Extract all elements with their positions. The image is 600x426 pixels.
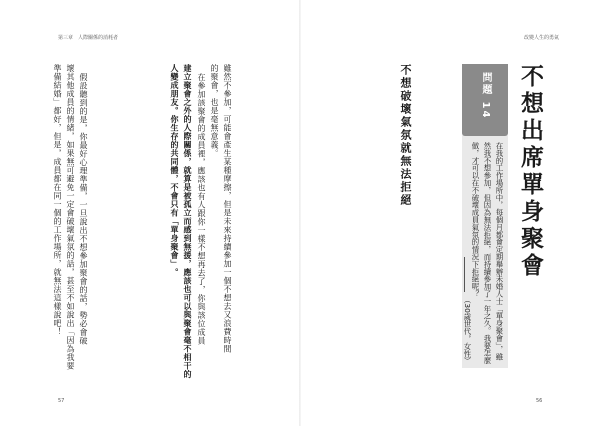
left-running-head: 第三章 人際關係的消耗者	[58, 35, 119, 41]
left-body-line-2: 的聚會，也是毫無意義。	[210, 64, 219, 158]
question-number-label: 問題 14	[480, 72, 491, 120]
question-line-2: 然我不想參加，但因為無法拒絕，而持續參加了一年之久。我要怎麼	[483, 142, 492, 364]
left-body-line-3: 在參加該聚會的成員裡，應該也有人跟你一樣不想再去了，你與該位成員	[197, 73, 206, 345]
right-body-line-2: 壞其他成員的情緒，如果無可避免一定會破壞氣氛的話，甚至不如說出「因為我要	[66, 64, 75, 370]
question-signature: （30歲世代，女性）	[463, 296, 472, 365]
right-body-line-3: 準備結婚」都好，但是，成員都在同一個的工作場所，就無法這樣說吧！	[53, 64, 62, 336]
left-body-line-5: 人變成朋友。你生存的共同體，不會只有「單身聚會」。	[170, 64, 180, 277]
question-number-tag	[462, 64, 508, 136]
answer-heading: 不想破壞氣氛就無法拒絕	[399, 64, 412, 207]
chapter-question-title: 不想出席單身聚會	[517, 64, 544, 280]
right-running-head: 改變人生的勇氣	[524, 35, 560, 41]
signature-dash	[464, 257, 465, 292]
left-body-line-4: 建立聚會之外的人際關係，就算是被孤立而感到無援，應該也可以與聚會毫不相干的	[183, 64, 193, 379]
left-page-number: 57	[58, 398, 65, 404]
right-body-line-1: 假設聽到的是，你最好心理準備，一旦說出不想參加聚會的話，勢必會破	[79, 73, 88, 345]
question-line-1: 在我的工作場所中，每個月都會定期舉辦未婚人士「單身聚會」，雖	[495, 142, 504, 361]
question-line-3: 做，才可以在不破壞成員氣氛的情況下拒絕呢？	[471, 142, 480, 298]
left-body-line-1: 雖然不參加，可能會產生某種摩擦，但是未來持續參加一個不想去又浪費時間	[223, 64, 232, 353]
right-page-number: 56	[536, 398, 543, 404]
